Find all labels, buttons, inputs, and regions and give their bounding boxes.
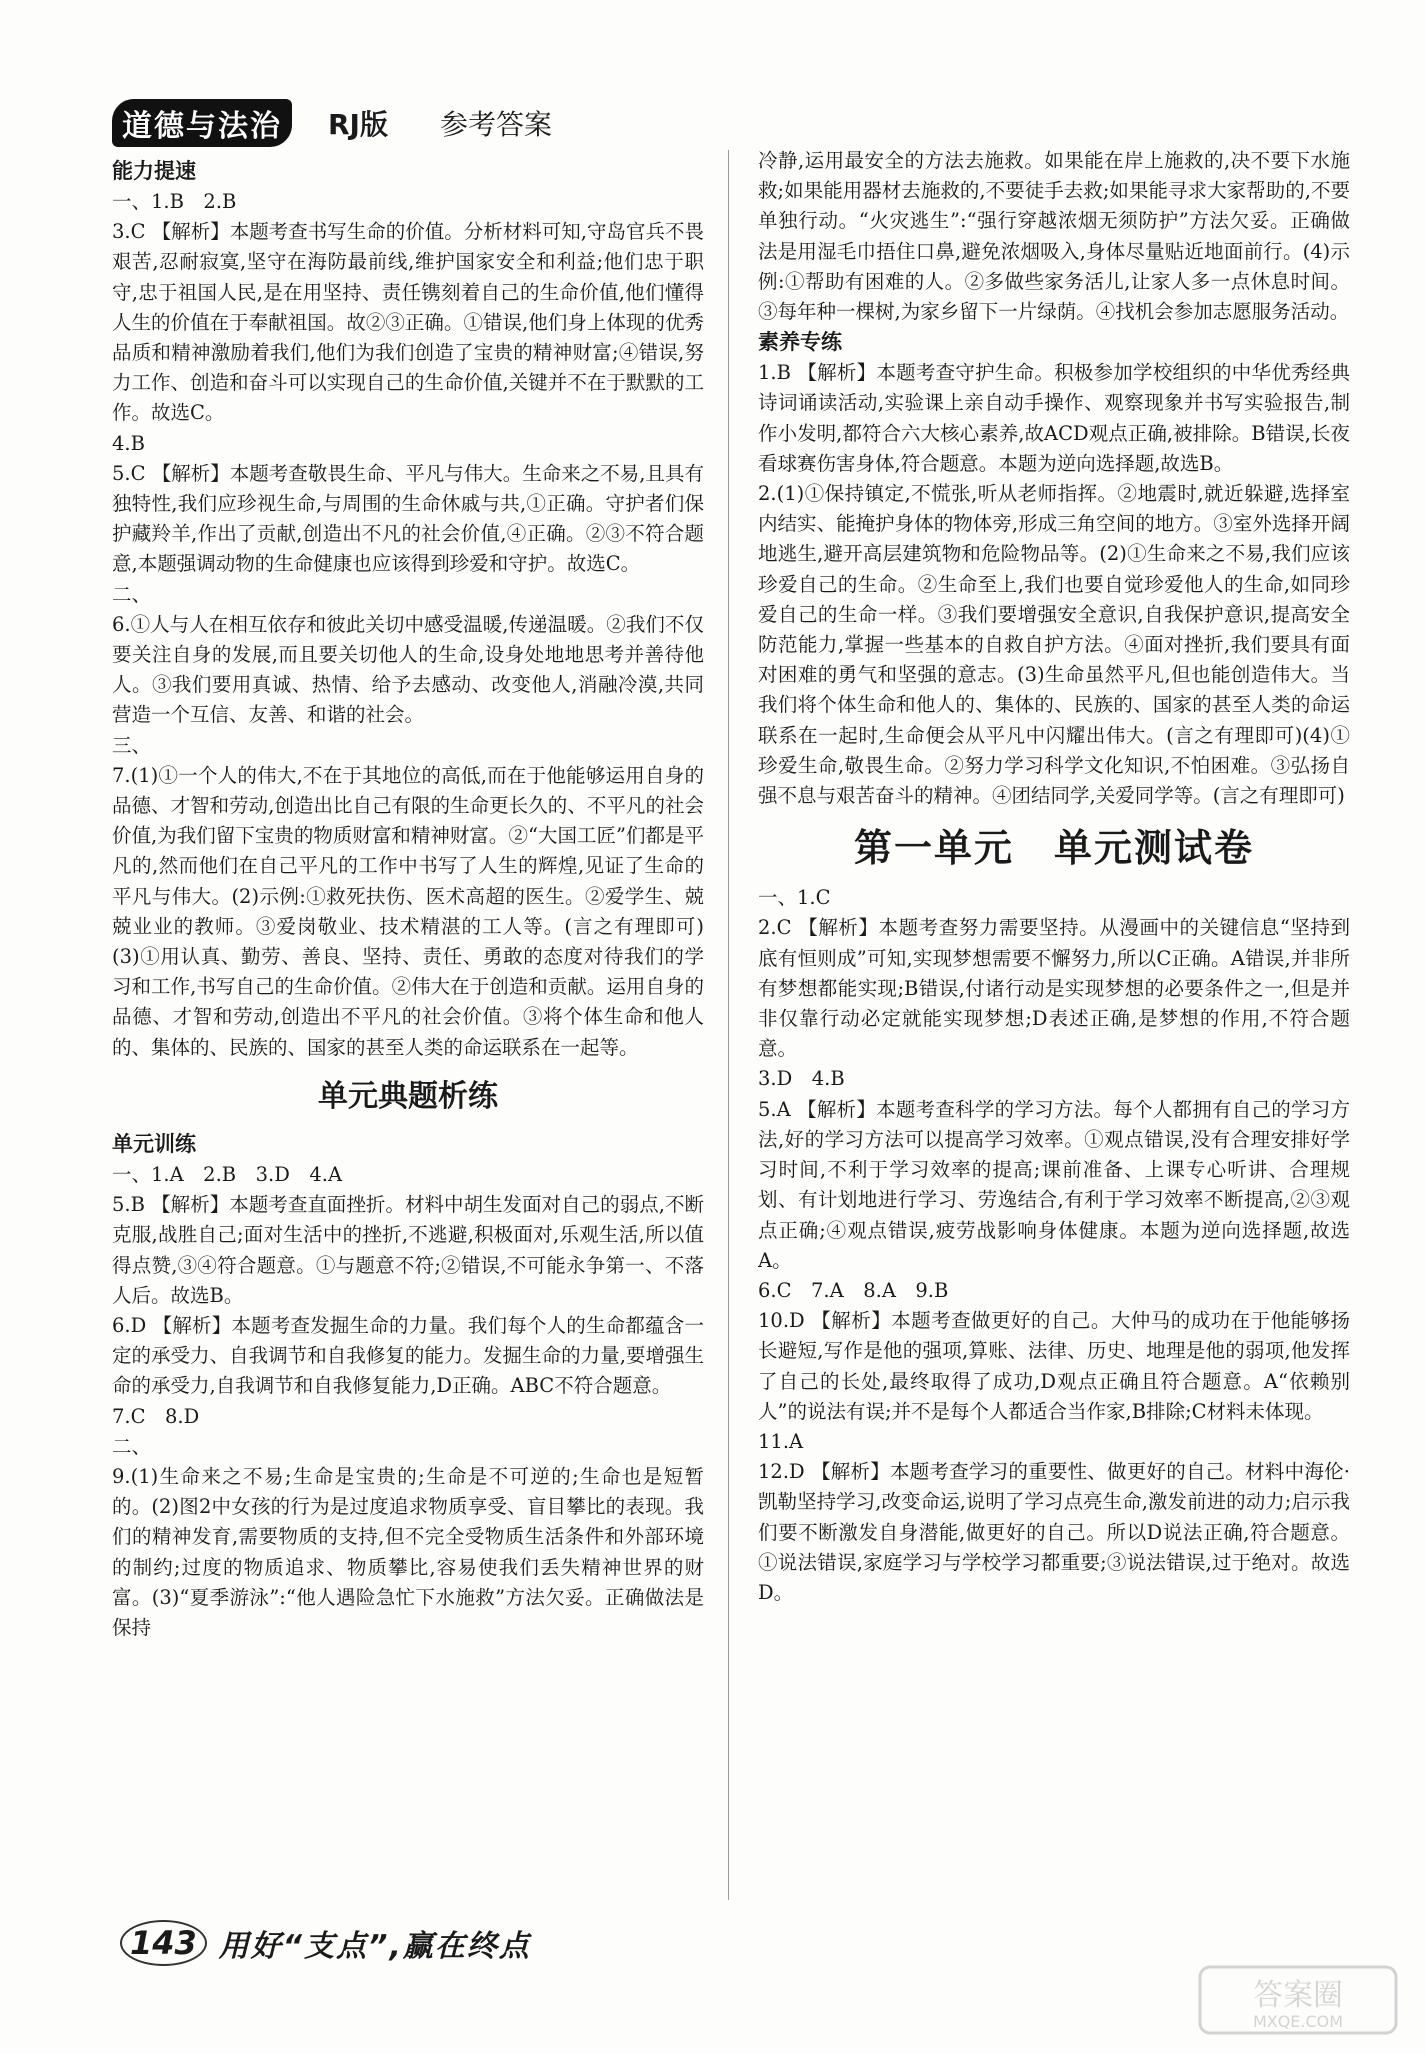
page-header [112, 100, 552, 146]
section-heading: 单元典题析练 [318, 1078, 498, 1114]
subject-brand: 道德与法治 [112, 99, 292, 147]
section-heading: 能力提速 [112, 159, 196, 183]
column-divider [728, 150, 729, 1900]
page-footer [120, 1920, 531, 1966]
answer-paragraph: 二、 [112, 582, 152, 606]
answer-paragraph: 5.B 【解析】本题考查直面挫折。材料中胡生发面对自己的弱点,不断克服,战胜自己;面对生活中的挫折,不逃避,积极面对,乐观生活,所以值得点赞,③④符合题意。①与题意不符;②错误,不可能永争第一、不落人后。故选B。 [112, 1193, 704, 1307]
answer-paragraph: 7.C 8.D [112, 1404, 200, 1428]
answer-paragraph: 12.D 【解析】本题考查学习的重要性、做更好的自己。材料中海伦·凯勒坚持学习,改变命运,说明了学习点亮生命,激发前进的动力;启示我们要不断激发自身潜能,做更好的自己。所以D说法正确,符合题意。①说法错误,家庭学习与学校学习都重要;③说法错误,过于绝对。故选D。 [758, 1460, 1350, 1604]
answer-paragraph: 4.B [112, 431, 145, 455]
answer-paragraph: 5.A 【解析】本题考查科学的学习方法。每个人都拥有自己的学习方法,好的学习方法可以提高学习效率。①观点错误,没有合理安排好学习时间,不利于学习效率的提高;课前准备、上课专心听讲、合理规划、有计划地进行学习、劳逸结合,有利于学习效率不断提高,②③观点正确;④观点错误,疲劳战影响身体健康。本题为逆向选择题,故选A。 [758, 1097, 1350, 1272]
answer-paragraph: 三、 [112, 733, 152, 757]
answer-paragraph: 一、1.C [758, 886, 831, 910]
watermark-logo [1198, 1965, 1398, 2035]
answer-paragraph: 二、 [112, 1434, 152, 1458]
section-heading: 单元训练 [112, 1131, 196, 1156]
right-column [758, 146, 1350, 1608]
footer-slogan: 用好“支点”,赢在终点 [218, 1929, 531, 1964]
edition-label: RJ版 [328, 108, 388, 141]
answer-paragraph: 一、1.A 2.B 3.D 4.A [112, 1162, 343, 1186]
answer-paragraph: 6.C 7.A 8.A 9.B [758, 1278, 949, 1302]
answer-paragraph: 6.D 【解析】本题考查发掘生命的力量。我们每个人的生命都蕴含一定的承受力、自我调节和自我修复的能力。发掘生命的力量,要增强生命的承受力,自我调节和自我修复能力,D正确。ABC不符合题意。 [112, 1313, 704, 1398]
answer-paragraph: 3.D 4.B [758, 1067, 845, 1091]
answer-paragraph: 6.①人与人在相互依存和彼此关切中感受温暖,传递温暖。②我们不仅要关注自身的发展,而且要关切他人的生命,设身处地地思考并善待他人。③我们要用真诚、热情、给予去感动、改变他人,消融冷漠,共同营造一个互信、友善、和谐的社会。 [112, 612, 704, 727]
section-heading: 素养专练 [758, 330, 842, 355]
answer-paragraph: 9.(1)生命来之不易;生命是宝贵的;生命是不可逆的;生命也是短暂的。(2)图2中女孩的行为是过度追求物质享受、盲目攀比的表现。我们的精神发育,需要物质的支持,但不完全受物质生活条件和外部环境的制约;过度的物质追求、物质攀比,容易使我们丢失精神世界的财富。(3)“夏季游泳”:“他人遇险急忙下水施救”方法欠妥。正确做法是保持 [112, 1464, 704, 1639]
watermark-url: MXQE.COM [1252, 2012, 1344, 2031]
answer-paragraph: 冷静,运用最安全的方法去施救。如果能在岸上施救的,决不要下水施救;如果能用器材去施救的,不要徒手去救;如果能寻求大家帮助的,不要单独行动。“火灾逃生”:“强行穿越浓烟无须防护”方法欠妥。正确做法是用湿毛巾捂住口鼻,避免浓烟吸入,身体尽量贴近地面前行。(4)示例:①帮助有困难的人。②多做些家务活儿,让家人多一点休息时间。③每年种一棵树,为家乡留下一片绿荫。④找机会参加志愿服务活动。 [758, 149, 1350, 324]
section-heading: 第一单元 单元测试卷 [853, 826, 1254, 871]
answer-paragraph: 2.C 【解析】本题考查努力需要坚持。从漫画中的关键信息“坚持到底有恒则成”可知,实现梦想需要不懈努力,所以C正确。A错误,并非所有梦想都能实现;B错误,付诸行动是实现梦想的必要条件之一,但是并非仅靠行动必定就能实现梦想;D表述正确,是梦想的作用,不符合题意。 [758, 916, 1350, 1061]
page-number: 143 [120, 1920, 207, 1966]
answer-paragraph: 2.(1)①保持镇定,不慌张,听从老师指挥。②地震时,就近躲避,选择室内结实、能掩护身体的物体旁,形成三角空间的地方。③室外选择开阔地逃生,避开高层建筑物和危险物品等。(2)①生命来之不易,我们应该珍爱自己的生命。②生命至上,我们也要自觉珍爱他人的生命,如同珍爱自己的生命一样。③我们要增强安全意识,自我保护意识,提高安全防范能力,掌握一些基本的自救自护方法。④面对挫折,我们要具有面对困难的勇气和坚强的意志。(3)生命虽然平凡,但也能创造伟大。当我们将个体生命和他人的、集体的、民族的、国家的甚至人类的命运联系在一起时,生命便会从平凡中闪耀出伟大。(言之有理即可)(4)①珍爱生命,敬畏生命。②努力学习科学文化知识,不怕困难。③弘扬自强不息与艰苦奋斗的精神。④团结同学,关爱同学等。(言之有理即可) [758, 482, 1350, 808]
answer-paragraph: 11.A [758, 1429, 804, 1453]
page-title: 参考答案 [439, 108, 552, 141]
answer-paragraph: 3.C 【解析】本题考查书写生命的价值。分析材料可知,守岛官兵不畏艰苦,忍耐寂寞,坚守在海防最前线,维护国家安全和利益;他们忠于职守,忠于祖国人民,是在用坚持、责任镌刻着自己的生命价值,他们懂得人生的价值在于奉献祖国。故②③正确。①错误,他们身上体现的优秀品质和精神激励着我们,他们为我们创造了宝贵的精神财富;④错误,努力工作、创造和奋斗可以实现自己的生命价值,关键并不在于默默的工作。故选C。 [112, 220, 704, 425]
answer-paragraph: 一、1.B 2.B [112, 190, 237, 213]
answer-paragraph: 10.D 【解析】本题考查做更好的自己。大仲马的成功在于他能够扬长避短,写作是他的强项,算账、法律、历史、地理是他的弱项,他发挥了自己的长处,最终取得了成功,D观点正确且符合题意。A“依赖别人”的说法有误;并不是每个人都适合当作家,B排除;C材料未体现。 [758, 1309, 1350, 1423]
answer-paragraph: 5.C 【解析】本题考查敬畏生命、平凡与伟大。生命来之不易,且具有独特性,我们应珍视生命,与周围的生命休戚与共,①正确。守护者们保护藏羚羊,作出了贡献,创造出不凡的社会价值,④正确。②③不符合题意,本题强调动物的生命健康也应该得到珍爱和守护。故选C。 [112, 461, 704, 576]
watermark-text: 答案圈 [1253, 1978, 1343, 2013]
answer-paragraph: 1.B 【解析】本题考查守护生命。积极参加学校组织的中华优秀经典诗词诵读活动,实验课上亲自动手操作、观察现象并书写实验报告,制作小发明,都符合六大核心素养,故ACD观点正确,被排除。B错误,长夜看球赛伤害身体,符合题意。本题为逆向选择题,故选B。 [758, 361, 1350, 475]
left-column [112, 156, 704, 1643]
answer-paragraph: 7.(1)①一个人的伟大,不在于其地位的高低,而在于他能够运用自身的品德、才智和劳动,创造出比自己有限的生命更长久的、不平凡的社会价值,为我们留下宝贵的物质财富和精神财富。②“大国工匠”们都是平凡的,然而他们在自己平凡的工作中书写了人生的辉煌,见证了生命的平凡与伟大。(2)示例:①救死扶伤、医术高超的医生。②爱学生、兢兢业业的教师。③爱岗敬业、技术精湛的工人等。(言之有理即可)(3)①用认真、勤劳、善良、坚持、责任、勇敢的态度对待我们的学习和工作,书写自己的生命价值。②伟大在于创造和贡献。运用自身的品德、才智和劳动,创造出不平凡的社会价值。③将个体生命和他人的、集体的、民族的、国家的甚至人类的命运联系在一起等。 [112, 763, 704, 1059]
